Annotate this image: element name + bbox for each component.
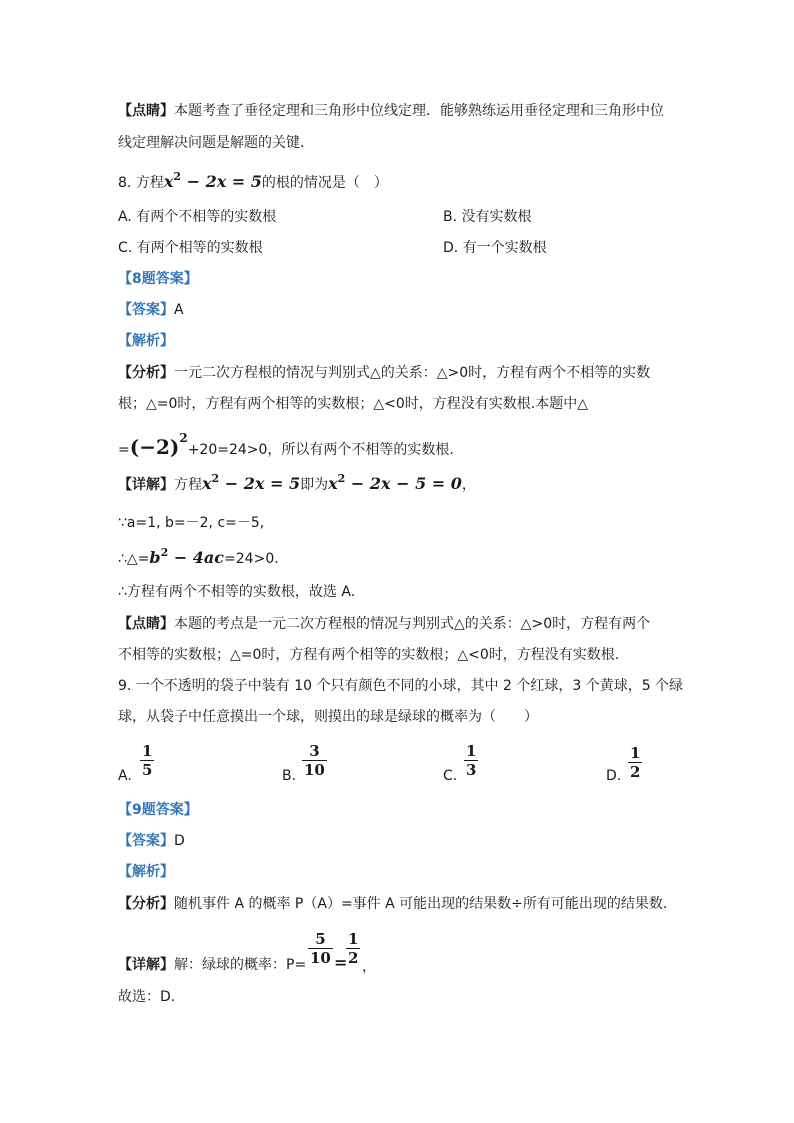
q8-conclusion: ∴方程有两个不相等的实数根，故选 A.	[118, 584, 356, 600]
q9-final: 故选：D.	[118, 989, 176, 1005]
q9-answer-heading: 【9题答案】	[118, 802, 198, 818]
q9-detail-fraction-2: 1 2	[348, 930, 359, 967]
q9-answer: 【答案】D	[118, 833, 185, 849]
q8-dianjing-line2: 不相等的实数根；△=0时，方程有两个相等的实数根；△<0时，方程没有实数根.	[118, 647, 620, 663]
q9-stem-line2: 球，从袋子中任意摸出一个球，则摸出的球是绿球的概率为（ ）	[118, 709, 538, 725]
q8-fenxi-power: $(-2)^2$	[129, 431, 188, 459]
q8-option-c: C. 有两个相等的实数根	[118, 240, 263, 256]
q9-option-b-fraction: 3 10	[304, 742, 325, 779]
q9-fenxi: 【分析】随机事件 A 的概率 P（A）=事件 A 可能出现的结果数÷所有可能出现的结果数.	[118, 896, 668, 912]
q9-option-b-letter: B.	[282, 768, 297, 784]
q9-option-a-letter: A.	[118, 768, 132, 784]
q8-dianjing-line1: 【点睛】本题的考点是一元二次方程根的情况与判别式△的关系：△>0时，方程有两个	[118, 616, 651, 632]
q8-answer-heading: 【8题答案】	[118, 271, 198, 287]
q8-fenxi-line3: $=(-2)^2+20=24>0$，所以有两个不相等的实数根.	[118, 431, 454, 459]
q8-option-d: D. 有一个实数根	[443, 240, 547, 256]
q9-stem-line1: 9. 一个不透明的袋子中装有 10 个只有颜色不同的小球，其中 2 个红球，3 个黄球，5 个绿	[118, 678, 684, 694]
q8-number: 8.	[118, 175, 132, 191]
q9-detail-equals: =	[334, 953, 348, 972]
q8-detail-line: 【详解】方程$x^2 - 2x = 5$即为$x^2 - 2x - 5 = 0$，	[118, 472, 476, 493]
q8-detail-eq1: $x^2 - 2x = 5$	[202, 472, 301, 493]
q9-option-c-fraction: 1 3	[466, 742, 477, 779]
q8-fenxi-line1: 【分析】一元二次方程根的情况与判别式△的关系：△>0时，方程有两个不相等的实数	[118, 365, 651, 381]
q8-therefore: $\therefore\triangle=b^2 - 4ac=24>0$.	[118, 546, 279, 567]
prev-dianjing-line2: 线定理解决问题是解题的关键．	[118, 135, 314, 151]
prev-dianjing-tag: 【点睛】	[118, 103, 174, 119]
prev-dianjing-text1: 本题考查了垂径定理和三角形中位线定理．能够熟练运用垂径定理和三角形中位	[174, 103, 664, 119]
q8-detail-eq2: $x^2 - 2x - 5 = 0$	[328, 472, 462, 493]
q8-since: ∵a=1, b=－2, c=－5,	[118, 515, 265, 531]
prev-dianjing-line1	[118, 102, 664, 120]
q8-fenxi-line2: 根；△=0时，方程有两个相等的实数根；△<0时，方程没有实数根.本题中△	[118, 396, 589, 412]
q8-option-a: A. 有两个不相等的实数根	[118, 209, 277, 225]
q9-option-d-fraction: 1 2	[630, 744, 641, 781]
q8-discriminant: $b^2 - 4ac$	[149, 546, 225, 567]
q9-detail-comma: ，	[362, 959, 376, 975]
q9-option-c-letter: C.	[443, 768, 458, 784]
q8-stem-post: 的根的情况是（ ）	[261, 175, 388, 191]
q9-detail-fraction-1: 5 10	[310, 930, 331, 967]
q8-stem-pre: 方程	[135, 175, 164, 191]
q8-stem	[118, 170, 388, 192]
q9-detail-text: 【详解】解：绿球的概率：P=	[118, 957, 307, 973]
q9-analysis-heading: 【解析】	[118, 864, 174, 880]
q8-answer: 【答案】A	[118, 302, 184, 318]
q8-analysis-heading: 【解析】	[118, 333, 174, 349]
q8-equation: $x^2 - 2x = 5$	[163, 170, 262, 191]
q8-option-b: B. 没有实数根	[443, 209, 532, 225]
q9-option-a-fraction: 1 5	[142, 742, 153, 779]
q9-option-d-letter: D.	[606, 768, 622, 784]
